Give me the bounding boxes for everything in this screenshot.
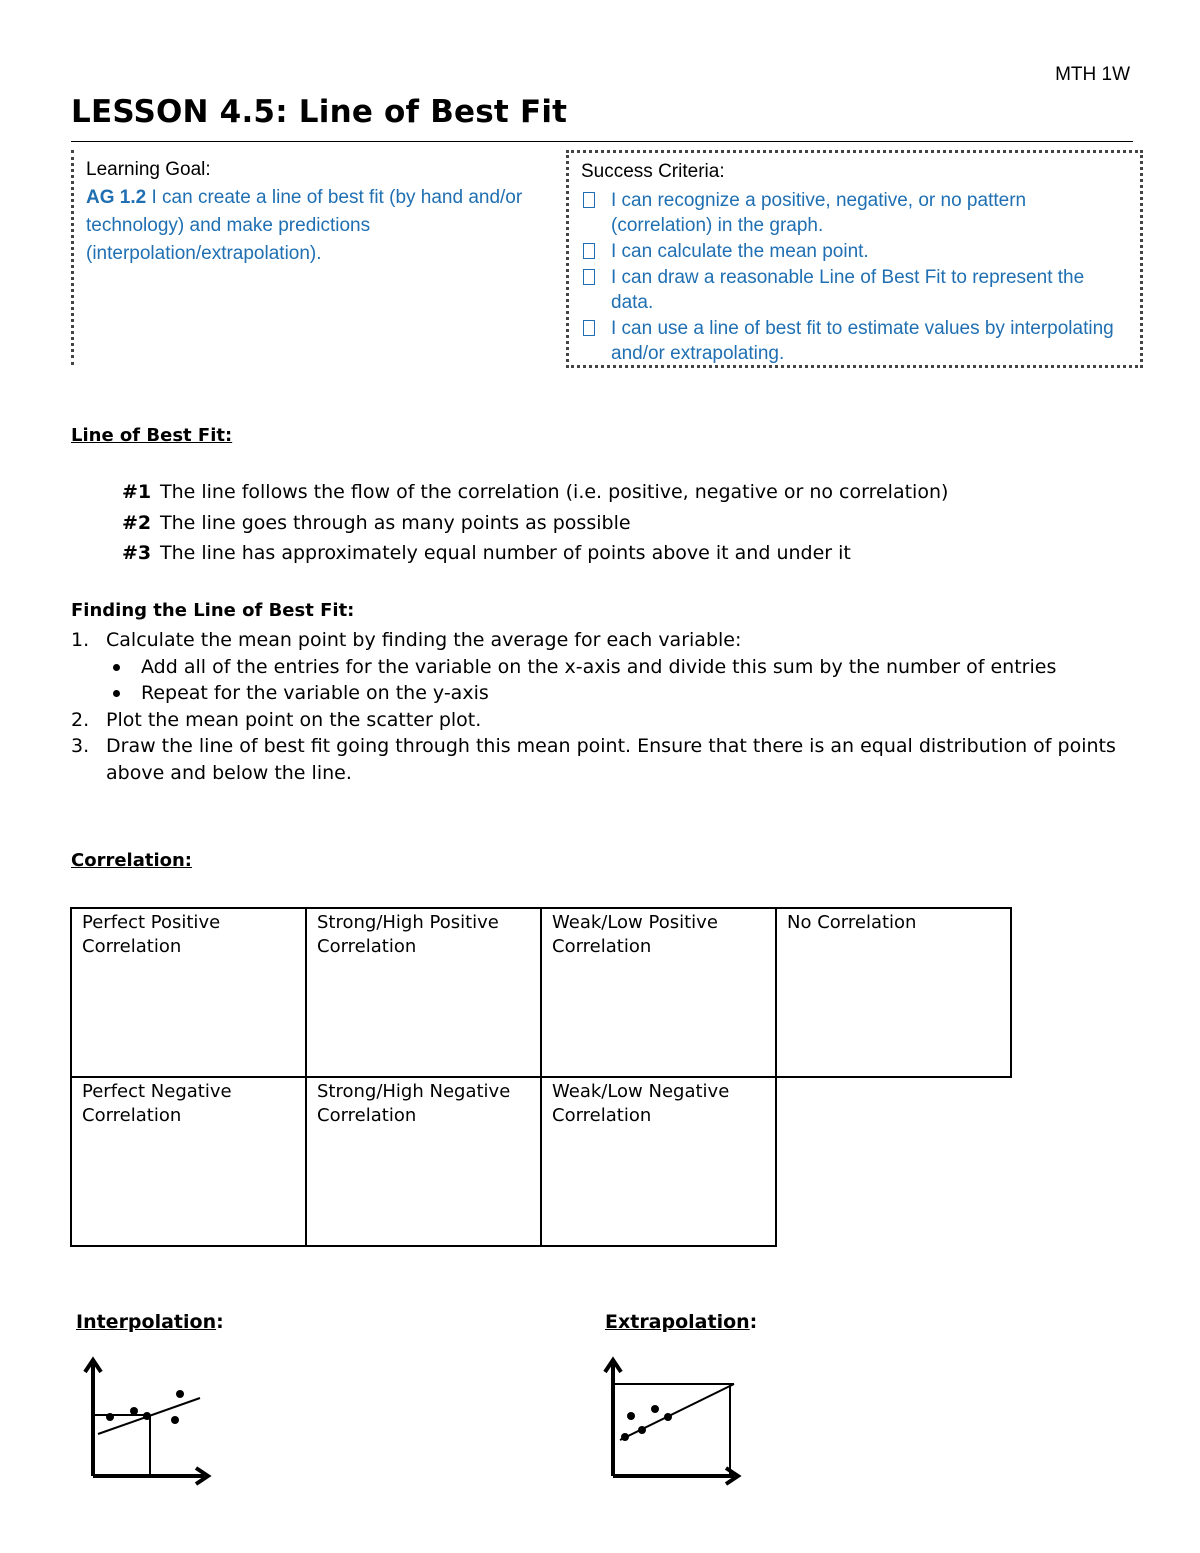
interpolation-colon: : <box>216 1311 224 1333</box>
title-rule <box>71 141 1133 142</box>
learning-goal-box <box>71 150 541 365</box>
extrapolation-colon: : <box>749 1311 758 1333</box>
bullet-icon <box>113 690 120 697</box>
extrapolation-heading <box>605 1311 757 1333</box>
data-point <box>143 1412 151 1420</box>
checkbox-icon <box>583 192 595 208</box>
data-point <box>664 1413 672 1421</box>
table-cell: Strong/High Negative Correlation <box>306 1077 541 1246</box>
extrapolation-label: Extrapolation <box>605 1311 750 1333</box>
data-point <box>621 1433 629 1441</box>
best-fit-line <box>620 1384 734 1440</box>
data-point <box>651 1405 659 1413</box>
interpolation-diagram <box>80 1350 220 1490</box>
table-cell: Weak/Low Positive Correlation <box>541 908 776 1077</box>
learning-goal-label: Learning Goal: <box>86 159 211 180</box>
step-bullet: Repeat for the variable on the y-axis <box>71 680 1141 707</box>
table-row <box>71 908 1011 1077</box>
checkbox-icon <box>583 243 595 259</box>
step-item: 2. Plot the mean point on the scatter plot. <box>71 708 482 731</box>
success-criteria-list <box>581 188 1130 366</box>
interpolation-label: Interpolation <box>76 1311 217 1333</box>
correlation-table <box>70 907 1012 1247</box>
interpolation-heading <box>76 1311 224 1333</box>
lesson-title: LESSON 4.5: Line of Best Fit <box>71 94 568 130</box>
table-cell: Perfect Positive Correlation <box>71 908 306 1077</box>
finding-steps <box>71 627 1141 786</box>
data-point <box>176 1390 184 1398</box>
learning-goal-description: I can create a line of best fit (by hand and/or technology) and make predictions (interpolation/extrapolation). <box>86 187 523 264</box>
table-cell: No Correlation <box>776 908 1011 1077</box>
checkbox-icon <box>583 320 595 336</box>
data-point <box>130 1407 138 1415</box>
rule-item: #2 The line goes through as many points as possible <box>122 511 631 534</box>
learning-goal-text <box>86 184 541 268</box>
step-bullet: Add all of the entries for the variable on the x-axis and divide this sum by the number of entries <box>71 654 1141 681</box>
table-cell-empty <box>776 1077 1011 1246</box>
data-point <box>171 1416 179 1424</box>
learning-goal-code: AG 1.2 <box>86 187 147 208</box>
data-point <box>106 1413 114 1421</box>
criteria-item: I can use a line of best fit to estimate values by interpolating and/or extrapolating. <box>581 316 1130 366</box>
table-cell: Weak/Low Negative Correlation <box>541 1077 776 1246</box>
success-criteria-label: Success Criteria: <box>581 161 725 182</box>
line-of-best-fit-heading: Line of Best Fit: <box>71 425 233 446</box>
criteria-item: I can draw a reasonable Line of Best Fit to represent the data. <box>581 265 1130 315</box>
table-row <box>71 1077 1011 1246</box>
finding-heading: Finding the Line of Best Fit: <box>71 600 355 621</box>
data-point <box>627 1412 635 1420</box>
step-item: 1. Calculate the mean point by finding the average for each variable: <box>71 629 742 651</box>
rule-item: #3 The line has approximately equal number of points above it and under it <box>122 542 851 564</box>
extrapolation-diagram <box>600 1350 750 1490</box>
criteria-item: I can calculate the mean point. <box>581 239 1130 264</box>
course-code: MTH 1W <box>1055 64 1130 85</box>
correlation-heading: Correlation: <box>71 850 193 871</box>
success-criteria-box <box>566 150 1143 368</box>
bullet-icon <box>113 664 120 671</box>
data-point <box>638 1426 646 1434</box>
rules-list <box>122 477 948 569</box>
criteria-item: I can recognize a positive, negative, or no pattern (correlation) in the graph. <box>581 188 1130 238</box>
rule-item: #1 The line follows the flow of the correlation (i.e. positive, negative or no correlation) <box>122 481 949 503</box>
table-cell: Strong/High Positive Correlation <box>306 908 541 1077</box>
step-item: 3. Draw the line of best fit going through this mean point. Ensure that there is an equal distribution of points above and below the line. <box>71 735 1116 784</box>
table-cell: Perfect Negative Correlation <box>71 1077 306 1246</box>
checkbox-icon <box>583 269 595 285</box>
